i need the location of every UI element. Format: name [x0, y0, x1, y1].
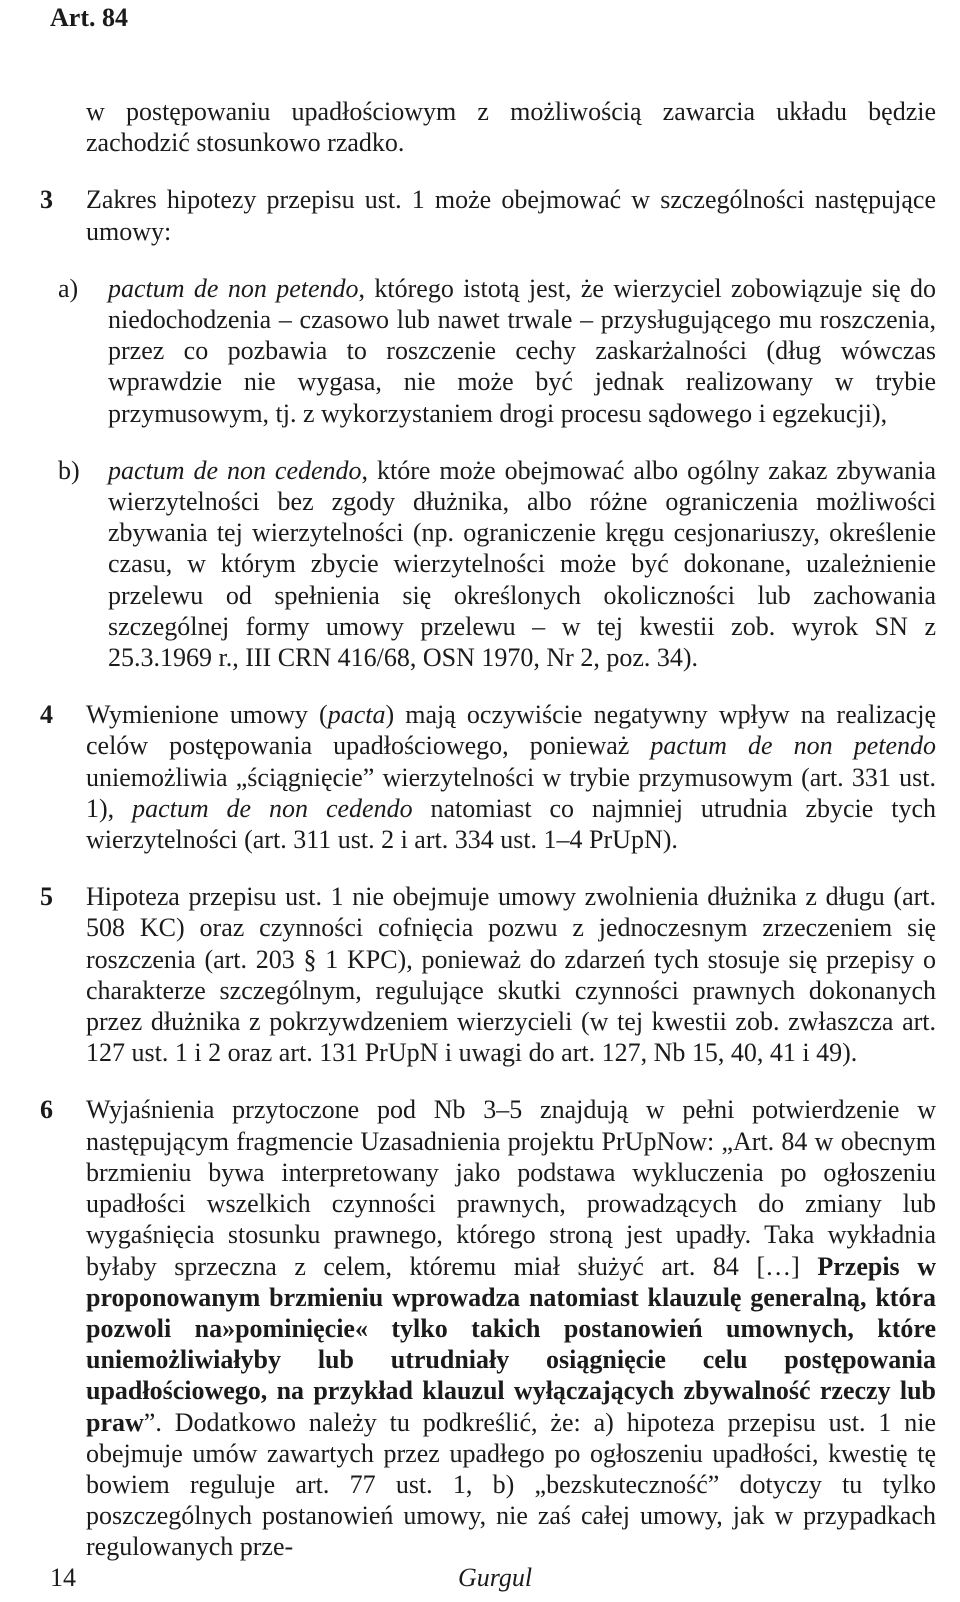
page-number: 14	[50, 1563, 76, 1592]
paragraph-6	[40, 1094, 936, 1562]
list-item-b	[58, 455, 937, 673]
list-item-a-term: pactum de non petendo	[108, 273, 359, 303]
paragraph-4	[40, 699, 936, 855]
intro-paragraph: w postępowaniu upadłościowym z możliwością zawarcia układu będzie zachodzić stosunkowo rzadko.	[86, 97, 936, 158]
p4-text-4: natomiast co najmniej utrudnia zbycie tych wierzytelności (art. 311 ust. 2 i art. 334 ust. 1–4 PrUpN).	[86, 793, 936, 855]
p6-text-2: ”. Dodatkowo należy tu podkreślić, że: a) hipoteza przepisu ust. 1 nie obejmuje umów zawartych przez upadłego po ogłoszeniu upadłości, kwestię tę bowiem reguluje art. 77 ust. 1, b) „bezskuteczność” dotyczy tu tylko poszczególnych postanowień umowy, nie zaś całej umowy, jak w przypadkach regulowanych prze-	[86, 1407, 936, 1562]
list-item-a	[58, 273, 936, 429]
p4-text-3: uniemożliwia „ściągnięcie” wierzytelności w trybie przymusowym (art. 331 ust. 1),	[86, 762, 936, 823]
paragraph-5	[40, 881, 936, 1068]
margin-number-6: 6	[40, 1095, 53, 1125]
article-header: Art. 84	[50, 3, 128, 32]
p6-text-1: Wyjaśnienia przytoczone pod Nb 3–5 znajdują w pełni potwierdzenie w następującym fragmencie Uzasadnienia projektu PrUpNow: „Art. 84 w obecnym brzmieniu bywa interpretowany jako podstawa wykluczenia po ogłoszeniu upadłości wszelkich czynności prawnych, prowadzących do zmiany lub wygaśnięcia stosunku prawnego, którego stroną jest upadły. Taka wykładnia byłaby sprzeczna z celem, któremu miał służyć art. 84 […]	[86, 1095, 936, 1281]
p4-text-2: ) mają oczywiście negatywny wpływ na realizację celów postępowania upadłościowego, ponieważ	[86, 700, 936, 761]
paragraph-3-text: Zakres hipotezy przepisu ust. 1 może obejmować w szczególności następujące umowy:	[86, 185, 936, 246]
paragraph-5-text: Hipoteza przepisu ust. 1 nie obejmuje umowy zwolnienia dłużnika z długu (art. 508 KC) oraz czynności cofnięcia pozwu z jednoczesnym zrzeczeniem się roszczenia (art. 203 § 1 KPC), ponieważ do zdarzeń tych stosuje się przepisy o charakterze szczególnym, regulujące skutki czynności prawnych dokonanych przez dłużnika z pokrzywdzeniem wierzycieli (w tej kwestii zob. zwłaszcza art. 127 ust. 1 i 2 oraz art. 131 PrUpN i uwagi do art. 127, Nb 15, 40, 41 i 49).	[86, 882, 936, 1068]
p6-bold-quote: Przepis w proponowanym brzmieniu wprowadza natomiast klauzulę generalną, która pozwoli na»pominięcie« tylko takich postanowień umownych, które uniemożliwiałyby lub utrudniały osiągnięcie celu postępowania upadłościowego, na przykład klauzul wyłączających zbywalność rzeczy lub praw	[86, 1251, 936, 1437]
margin-number-4: 4	[40, 700, 53, 730]
margin-number-3: 3	[40, 185, 53, 215]
list-item-b-text: , które może obejmować albo ogólny zakaz zbywania wierzytelności bez zgody dłużnika, albo różne ograniczenia możliwości zbywania tej wierzytelności (np. ograniczenie kręgu cesjonariuszy, określenie czasu, w którym zbycie wierzytelności może być dokonane, uzależnienie przelewu od spełnienia się określonych okoliczności lub zachowania szczególnej formy umowy przelewu – w tej kwestii zob. wyrok SN z 25.3.1969 r., III CRN 416/68, OSN 1970, Nr 2, poz. 34).	[108, 455, 937, 673]
document-body	[0, 70, 960, 1589]
p4-italic-1: pacta	[327, 700, 386, 730]
list-item-b-term: pactum de non cedendo	[108, 455, 362, 485]
list-marker-b: b)	[58, 455, 80, 485]
p4-text-1: Wymienione umowy (	[86, 700, 328, 730]
p4-italic-3: pactum de non cedendo	[132, 793, 413, 823]
p4-italic-2: pactum de non petendo	[650, 731, 936, 761]
list-marker-a: a)	[58, 273, 79, 303]
paragraph-3	[40, 184, 936, 246]
margin-number-5: 5	[40, 882, 53, 912]
footer-author: Gurgul	[458, 1563, 533, 1592]
list-item-a-text: , którego istotą jest, że wierzyciel zobowiązuje się do niedochodzenia – czasowo lub nawet trwale – przysługującego mu roszczenia, przez co pozbawia to roszczenie cechy zaskarżalności (dług wówczas wprawdzie nie wygasa, nie może być jednak realizowany w trybie przymusowym, tj. z wykorzystaniem drogi procesu sądowego i egzekucji),	[108, 273, 936, 428]
